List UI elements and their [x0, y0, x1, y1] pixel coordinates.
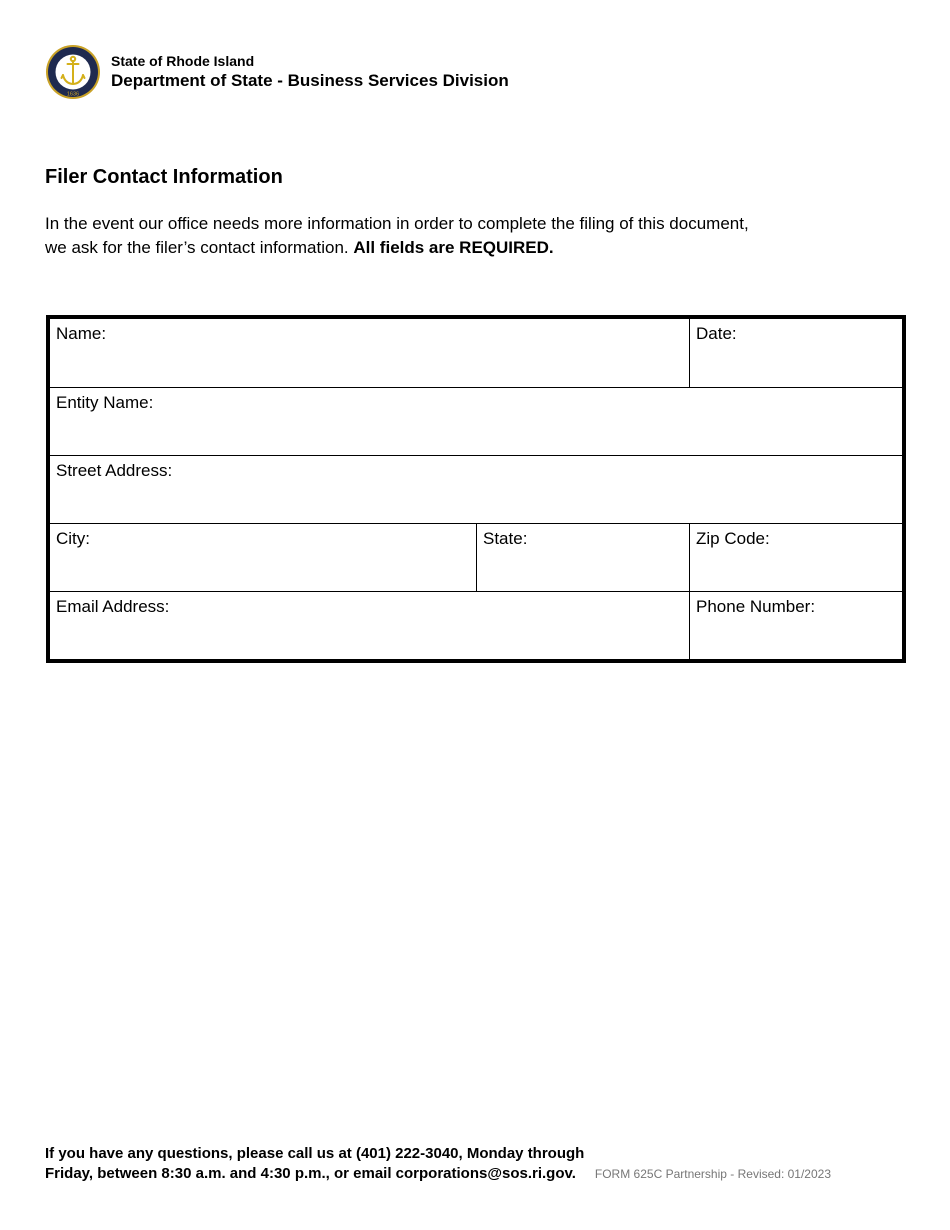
- footer-contact-line-2: Friday, between 8:30 a.m. and 4:30 p.m., or email corporations@sos.ri.gov.: [45, 1164, 576, 1182]
- street-address-label: Street Address:: [56, 461, 173, 480]
- section-title: Filer Contact Information: [45, 166, 283, 188]
- street-address-field[interactable]: [50, 456, 902, 523]
- phone-number-label: Phone Number:: [696, 597, 816, 616]
- name-label: Name:: [56, 324, 107, 343]
- seal-year: 1636: [66, 91, 80, 98]
- phone-number-field[interactable]: [689, 592, 902, 659]
- city-field[interactable]: [50, 524, 476, 591]
- entity-name-label: Entity Name:: [56, 393, 154, 412]
- intro-paragraph: [45, 212, 765, 260]
- division-name: Department of State - Business Services Division: [111, 70, 509, 90]
- name-field[interactable]: [50, 319, 689, 387]
- state-field[interactable]: [476, 524, 689, 591]
- date-label: Date:: [696, 324, 737, 343]
- form-row-city-state-zip: [50, 523, 902, 591]
- email-address-field[interactable]: [50, 592, 689, 659]
- contact-form: [46, 315, 906, 663]
- state-name: State of Rhode Island: [111, 52, 255, 69]
- zip-code-label: Zip Code:: [696, 529, 770, 548]
- state-seal-icon: [45, 44, 101, 100]
- form-row-street-address: [50, 455, 902, 523]
- form-row-name-date: [50, 319, 902, 387]
- page-header: [45, 44, 509, 100]
- city-label: City:: [56, 529, 90, 548]
- email-address-label: Email Address:: [56, 597, 170, 616]
- zip-code-field[interactable]: [689, 524, 902, 591]
- intro-required-note: All fields are REQUIRED.: [353, 237, 554, 257]
- footer-contact-line-1: If you have any questions, please call us at (401) 222-3040, Monday through: [45, 1145, 585, 1162]
- page-footer: [45, 1144, 831, 1183]
- entity-name-field[interactable]: [50, 388, 902, 455]
- intro-text: In the event our office needs more information in order to complete the filing of this document, we ask for the filer’s contact information.: [45, 214, 749, 257]
- date-field[interactable]: [689, 319, 902, 387]
- form-number: FORM 625C Partnership - Revised: 01/2023: [594, 1166, 831, 1181]
- form-row-entity-name: [50, 387, 902, 455]
- state-label: State:: [483, 529, 528, 548]
- form-row-email-phone: [50, 591, 902, 659]
